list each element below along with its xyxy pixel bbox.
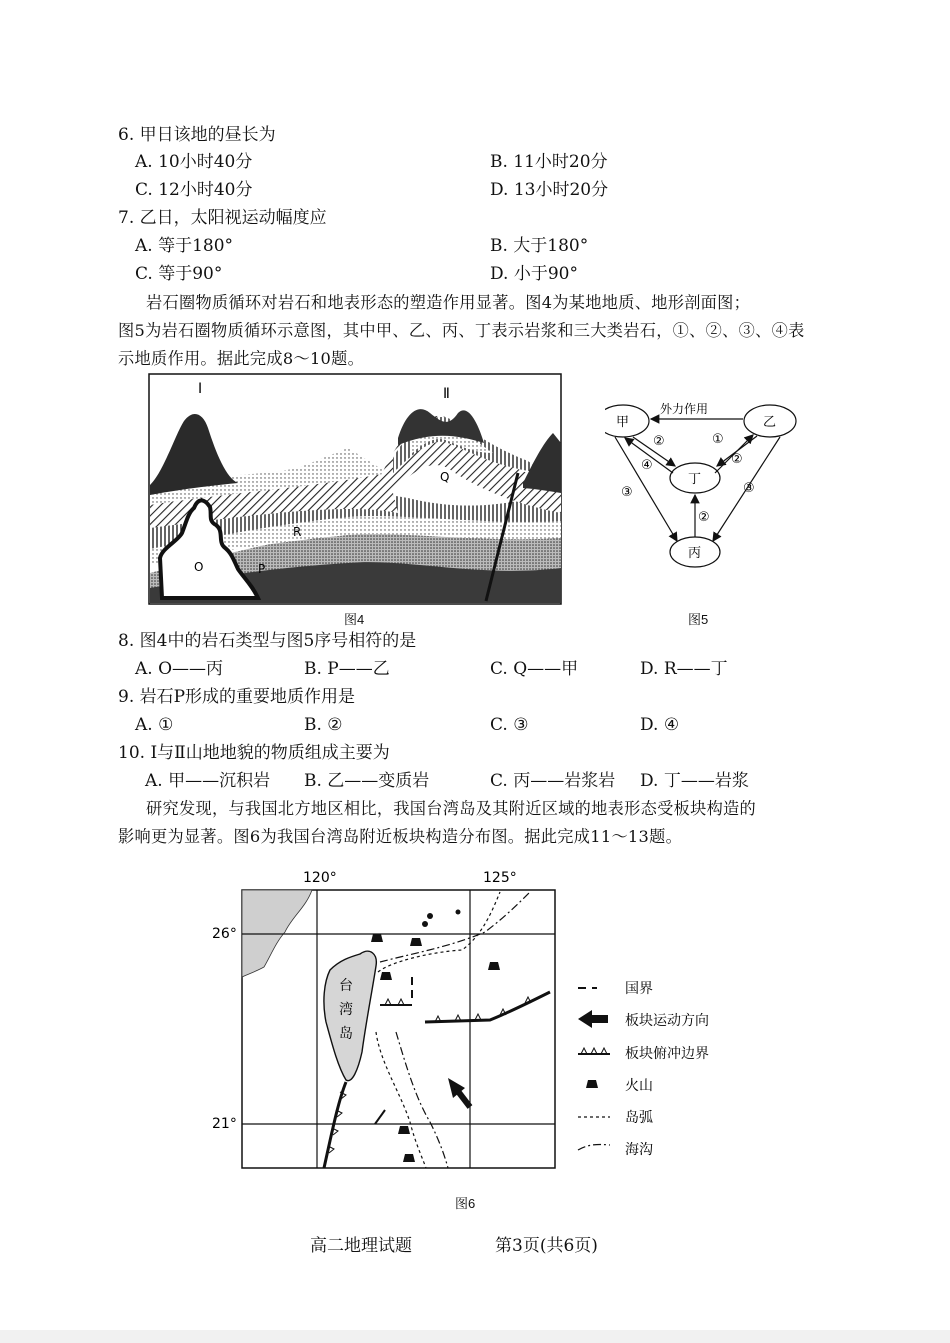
island-char-3: 岛 (339, 1026, 353, 1042)
q9-option-c: C. ③ (490, 715, 529, 735)
q6-option-d: D. 13小时20分 (490, 180, 609, 200)
q8-option-d: D. R——丁 (640, 659, 728, 679)
figure-6-plate-map (200, 862, 790, 1172)
legend-subduction: 板块俯冲边界 (625, 1046, 709, 1062)
q10-option-b: B. 乙——变质岩 (304, 771, 430, 791)
q8-option-c: C. Q——甲 (490, 659, 579, 679)
fig6-lon-120: 120° (303, 870, 337, 886)
q8-option-b: B. P——乙 (304, 659, 390, 679)
fig5-n1: ① (712, 432, 724, 447)
intro2-line2: 影响更为显著。图6为我国台湾岛附近板块构造分布图。据此完成11～13题。 (118, 827, 683, 846)
legend-plate-motion: 板块运动方向 (625, 1013, 709, 1029)
fig4-label-II: Ⅱ (443, 386, 450, 402)
intro1-line3: 示地质作用。据此完成8～10题。 (118, 349, 365, 368)
q7-stem: 7. 乙日，太阳视运动幅度应 (118, 208, 327, 228)
q7-option-b: B. 大于180° (490, 236, 589, 256)
fig4-label-I: Ⅰ (198, 381, 203, 397)
intro1-line1: 岩石圈物质循环对岩石和地表形态的塑造作用显著。图4为某地地质、地形剖面图； (146, 293, 751, 312)
figure-4-cross-section (148, 373, 562, 605)
q6-option-a: A. 10小时40分 (135, 152, 253, 172)
fig5-ding-label: 丁 (688, 472, 702, 487)
q10-option-a: A. 甲——沉积岩 (145, 771, 271, 791)
fig5-n2a: ② (653, 434, 665, 449)
q7-option-a: A. 等于180° (135, 236, 234, 256)
q6-stem: 6. 甲日该地的昼长为 (118, 125, 276, 145)
q8-option-a: A. O——丙 (135, 659, 224, 679)
footer-subject: 高二地理试题 (310, 1236, 412, 1256)
island-char-2: 湾 (339, 1002, 353, 1018)
q6-option-c: C. 12小时40分 (135, 180, 253, 200)
q10-option-d: D. 丁——岩浆 (640, 771, 749, 791)
fig6-legend (578, 981, 709, 1158)
legend-trench: 海沟 (625, 1142, 653, 1158)
fig5-n2c: ② (698, 510, 710, 525)
q9-option-d: D. ④ (640, 715, 680, 735)
fig6-lat-21: 21° (212, 1116, 237, 1132)
legend-island-arc: 岛弧 (625, 1110, 653, 1126)
fig4-label-R: R (293, 525, 302, 539)
island-char-1: 台 (339, 978, 353, 994)
q10-option-c: C. 丙——岩浆岩 (490, 771, 616, 791)
legend-border: 国界 (625, 981, 653, 997)
figure-5-rock-cycle (605, 393, 805, 573)
q6-option-b: B. 11小时20分 (490, 152, 608, 172)
q8-stem: 8. 图4中的岩石类型与图5序号相符的是 (118, 631, 417, 651)
fig5-n2b: ② (731, 452, 743, 467)
legend-volcano: 火山 (625, 1078, 653, 1094)
fig5-jia-label: 甲 (616, 415, 630, 430)
q10-stem: 10. Ⅰ与Ⅱ山地地貌的物质组成主要为 (118, 743, 390, 763)
fig4-label-P: P (258, 562, 266, 576)
figure-5-caption: 图5 (688, 612, 709, 627)
fig5-n4: ④ (641, 458, 653, 473)
figure-4-caption: 图4 (344, 612, 365, 627)
fig5-n3a: ③ (621, 485, 633, 500)
scan-edge (0, 1330, 950, 1343)
fig6-lat-26: 26° (212, 926, 237, 942)
fig4-label-Q: Q (440, 470, 450, 484)
q7-option-d: D. 小于90° (490, 264, 578, 284)
q7-option-c: C. 等于90° (135, 264, 223, 284)
q9-option-b: B. ② (304, 715, 343, 735)
figure-6-caption: 图6 (455, 1196, 476, 1211)
fig5-arrow-label: 外力作用 (660, 402, 709, 416)
q9-option-a: A. ① (135, 715, 174, 735)
fig4-label-O: O (194, 560, 204, 574)
fig5-bing-label: 丙 (688, 546, 702, 561)
intro1-line2: 图5为岩石圈物质循环示意图，其中甲、乙、丙、丁表示岩浆和三大类岩石，①、②、③、④表 (118, 321, 805, 340)
fig6-lon-125: 125° (483, 870, 517, 886)
intro2-line1: 研究发现，与我国北方地区相比，我国台湾岛及其附近区域的地表形态受板块构造的 (146, 799, 757, 818)
q9-stem: 9. 岩石P形成的重要地质作用是 (118, 687, 356, 707)
footer-page-number: 第3页(共6页) (495, 1236, 598, 1256)
fig5-n3b: ③ (743, 481, 755, 496)
fig5-yi-label: 乙 (763, 415, 777, 430)
